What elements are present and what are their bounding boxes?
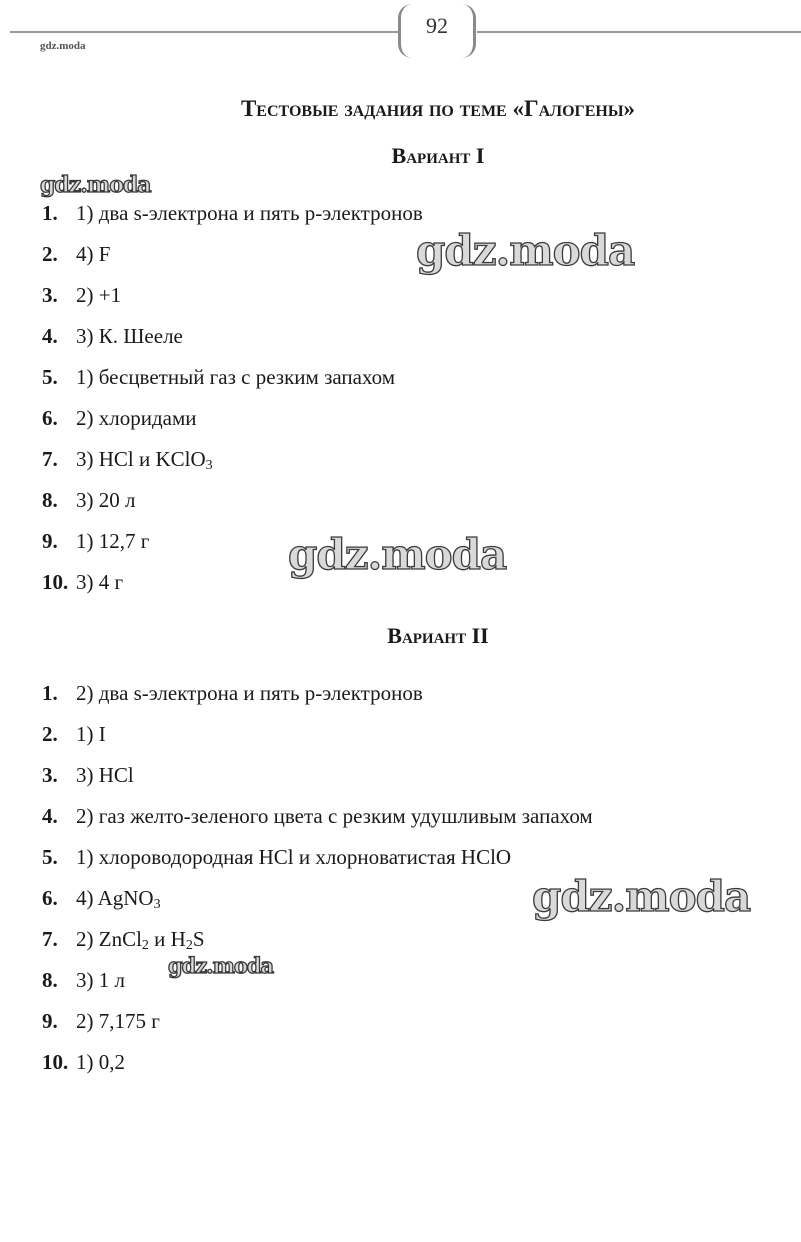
answer-number: 9.: [42, 529, 58, 553]
answer-number: 7.: [42, 927, 58, 951]
answer-text: 1) I: [76, 722, 106, 746]
answer-item: [42, 844, 593, 885]
answer-item: [42, 967, 593, 1008]
answer-item: [42, 762, 593, 803]
answer-item: [42, 282, 423, 323]
answer-text: и H: [148, 927, 186, 951]
answer-text: 2) хлоридами: [76, 406, 197, 430]
answer-item: [42, 405, 423, 446]
answer-text: 3) 1 л: [76, 968, 125, 992]
answer-number: 1.: [42, 201, 58, 225]
answer-text: 4) AgNO: [76, 886, 154, 910]
answer-number: 10.: [42, 570, 69, 594]
answer-text: 2) 7,175 г: [76, 1009, 160, 1033]
watermark: gdz.moda: [40, 172, 151, 198]
answer-item: [42, 721, 593, 762]
variant-2-heading: Вариант II: [387, 623, 489, 648]
answer-number: 10.: [42, 1050, 69, 1074]
answer-number: 1.: [42, 681, 58, 705]
answer-number: 2.: [42, 242, 58, 266]
answer-text: 2) +1: [76, 283, 122, 307]
answer-item: [42, 241, 423, 282]
header-rule-left: [10, 31, 398, 33]
subscript: 3: [205, 458, 213, 473]
header-rule-right: [477, 31, 801, 33]
variant-1-heading: Вариант I: [391, 143, 485, 168]
answer-number: 9.: [42, 1009, 58, 1033]
answer-text: 3) К. Шееле: [76, 324, 183, 348]
answer-number: 6.: [42, 406, 58, 430]
answer-number: 7.: [42, 447, 58, 471]
answer-item: [42, 364, 423, 405]
page-number: 92: [398, 4, 476, 58]
answer-item: [42, 446, 423, 487]
answer-number: 2.: [42, 722, 58, 746]
answer-text: 3) 20 л: [76, 488, 136, 512]
answer-text: 3) HCl и KClO: [76, 447, 206, 471]
answer-number: 4.: [42, 804, 58, 828]
answer-item: [42, 200, 423, 241]
subscript: 2: [141, 938, 149, 953]
answer-text: 1) бесцветный газ с резким запахом: [76, 365, 396, 389]
answer-item: [42, 1008, 593, 1049]
answer-text: 3) 4 г: [76, 570, 124, 594]
answer-number: 3.: [42, 283, 58, 307]
answer-item: [42, 803, 593, 844]
answer-number: 5.: [42, 365, 58, 389]
answer-item: [42, 680, 593, 721]
answer-item: [42, 1049, 593, 1090]
answer-text: 1) два s-электрона и пять p-электронов: [76, 201, 423, 225]
subscript: 2: [185, 938, 193, 953]
watermark: gdz.moda: [532, 872, 751, 921]
answer-text: 2) ZnCl: [76, 927, 142, 951]
answer-text: 2) газ желто-зеленого цвета с резким удушливым запахом: [76, 804, 593, 828]
page-title: Тестовые задания по теме «Галогены»: [240, 96, 636, 121]
answer-text: 3) HCl: [76, 763, 134, 787]
site-mark: gdz.moda: [40, 40, 86, 52]
watermark: gdz.moda: [168, 953, 274, 978]
answer-text: 1) хлороводородная HCl и хлорноватистая HClO: [76, 845, 512, 869]
answer-item: [42, 926, 593, 967]
subscript: 3: [153, 897, 161, 912]
answer-text: 1) 0,2: [76, 1050, 125, 1074]
answer-number: 8.: [42, 968, 58, 992]
answer-number: 5.: [42, 845, 58, 869]
answer-number: 8.: [42, 488, 58, 512]
answer-number: 4.: [42, 324, 58, 348]
answer-text: 4) F: [76, 242, 111, 266]
answer-item: [42, 487, 423, 528]
answer-text: 1) 12,7 г: [76, 529, 150, 553]
answer-text: 2) два s-электрона и пять p-электронов: [76, 681, 423, 705]
watermark: gdz.moda: [288, 530, 507, 579]
watermark: gdz.moda: [416, 226, 635, 275]
answer-item: [42, 323, 423, 364]
answer-text: S: [192, 927, 205, 951]
answer-number: 6.: [42, 886, 58, 910]
answer-number: 3.: [42, 763, 58, 787]
answer-item: [42, 885, 593, 926]
variant-2-answer-list: [42, 680, 593, 1090]
